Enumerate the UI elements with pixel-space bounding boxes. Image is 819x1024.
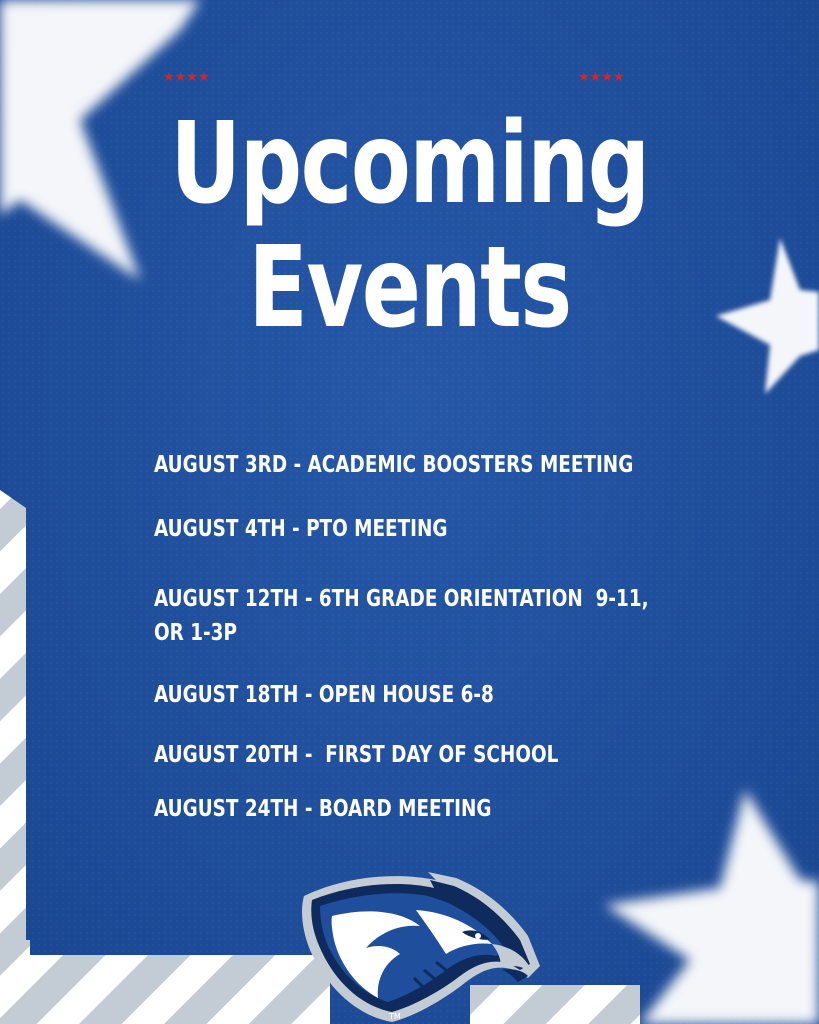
event-item: AUGUST 3RD - ACADEMIC BOOSTERS MEETING <box>154 452 634 478</box>
event-item: AUGUST 18TH - OPEN HOUSE 6-8 <box>154 682 494 708</box>
event-item: AUGUST 12TH - 6TH GRADE ORIENTATION 9-11, OR 1-3P <box>154 586 649 646</box>
trademark-mark: TM <box>389 1012 401 1021</box>
red-stars-left: ★★★★ <box>163 70 210 85</box>
event-item: AUGUST 24TH - BOARD MEETING <box>154 796 492 822</box>
event-item: AUGUST 4TH - PTO MEETING <box>154 516 448 542</box>
red-stars-right: ★★★★ <box>578 70 625 85</box>
event-item: AUGUST 20TH - FIRST DAY OF SCHOOL <box>154 742 559 768</box>
title-upcoming: Upcoming <box>170 99 649 229</box>
title-events: Events <box>248 223 571 353</box>
hawk-head-logo-icon <box>296 866 544 1024</box>
